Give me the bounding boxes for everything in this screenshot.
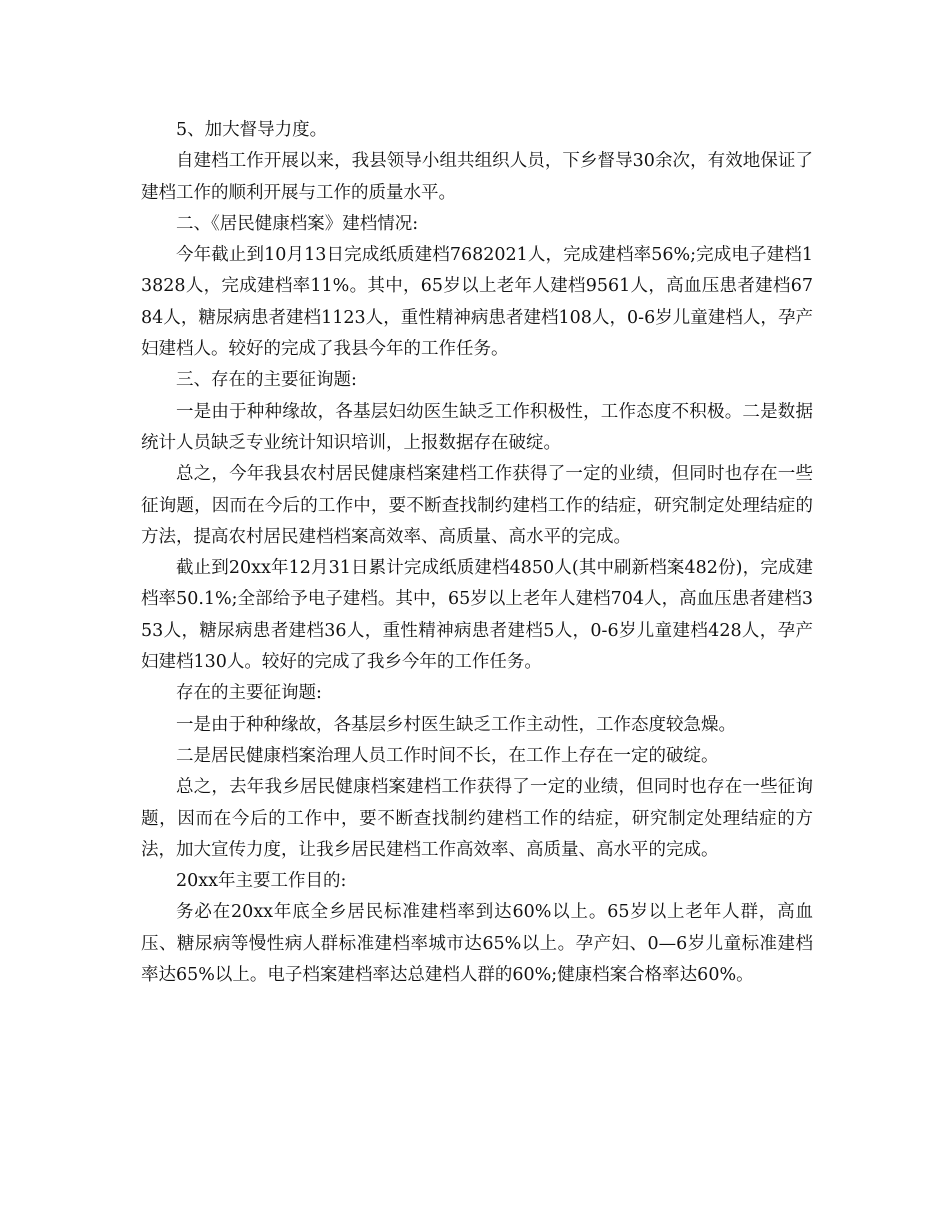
paragraph-records-status-county: 今年截止到10月13日完成纸质建档7682021人，完成建档率56%;完成电子建档13828人，完成建档率11%。其中，65岁以上老年人建档9561人，高血压患者建档6784人，糖尿病患者建档1123人，重性精神病患者建档108人，0-6岁儿童建档人，孕产妇建档人。较好的完成了我县今年的工作任务。 — [141, 245, 813, 360]
paragraph-summary-county: 总之，今年我县农村居民健康档案建档工作获得了一定的业绩，但同时也存在一些征询题，因而在今后的工作中，要不断查找制约建档工作的结症，研究制定处理结症的方法，提高农村居民建档档案高效率、高质量、高水平的完成。 — [141, 464, 813, 547]
paragraph-problem-two: 二是居民健康档案治理人员工作时间不长，在工作上存在一定的破绽。 — [176, 745, 719, 766]
paragraph-goals-detail: 务必在20xx年底全乡居民标准建档率到达60%以上。65岁以上老年人群，高血压、糖尿病等慢性病人群标准建档率城市达65%以上。孕产妇、0—6岁儿童标准建档率达65%以上。电子档案建档率达总建档人群的60%;健康档案合格率达60%。 — [141, 902, 813, 986]
paragraph-heading-supervision: 5、加大督导力度。 — [176, 120, 328, 140]
paragraph-problem-one: 一是由于种种缘故，各基层乡村医生缺乏工作主动性，工作态度较急燥。 — [176, 714, 736, 735]
paragraph-problems-county: 一是由于种种缘故，各基层妇幼医生缺乏工作积极性，工作态度不积极。二是数据统计人员缺乏专业统计知识培训，上报数据存在破绽。 — [141, 401, 813, 453]
paragraph-heading-problems-township: 存在的主要征询题: — [176, 683, 322, 704]
paragraph-supervision-detail: 自建档工作开展以来，我县领导小组共组织人员，下乡督导30余次，有效地保证了建档工作的顺利开展与工作的质量水平。 — [141, 151, 813, 203]
paragraph-heading-goals: 20xx年主要工作目的: — [176, 871, 347, 892]
document-body — [141, 115, 813, 991]
paragraph-summary-township: 总之，去年我乡居民健康档案建档工作获得了一定的业绩，但同时也存在一些征询题，因而在今后的工作中，要不断查找制约建档工作的结症，研究制定处理结症的方法，加大宣传力度，让我乡居民建档工作高效率、高质量、高水平的完成。 — [141, 777, 813, 860]
paragraph-heading-problems: 三、存在的主要征询题: — [176, 370, 357, 391]
paragraph-records-status-township: 截止到20xx年12月31日累计完成纸质建档4850人(其中刷新档案482份)，完成建档率50.1%;全部给予电子建档。其中，65岁以上老年人建档704人，高血压患者建档353人，糖尿病患者建档36人，重性精神病患者建档5人，0-6岁儿童建档428人，孕产妇建档130人。较好的完成了我乡今年的工作任务。 — [141, 558, 813, 673]
paragraph-heading-records-status: 二、《居民健康档案》建档情况: — [176, 213, 419, 234]
